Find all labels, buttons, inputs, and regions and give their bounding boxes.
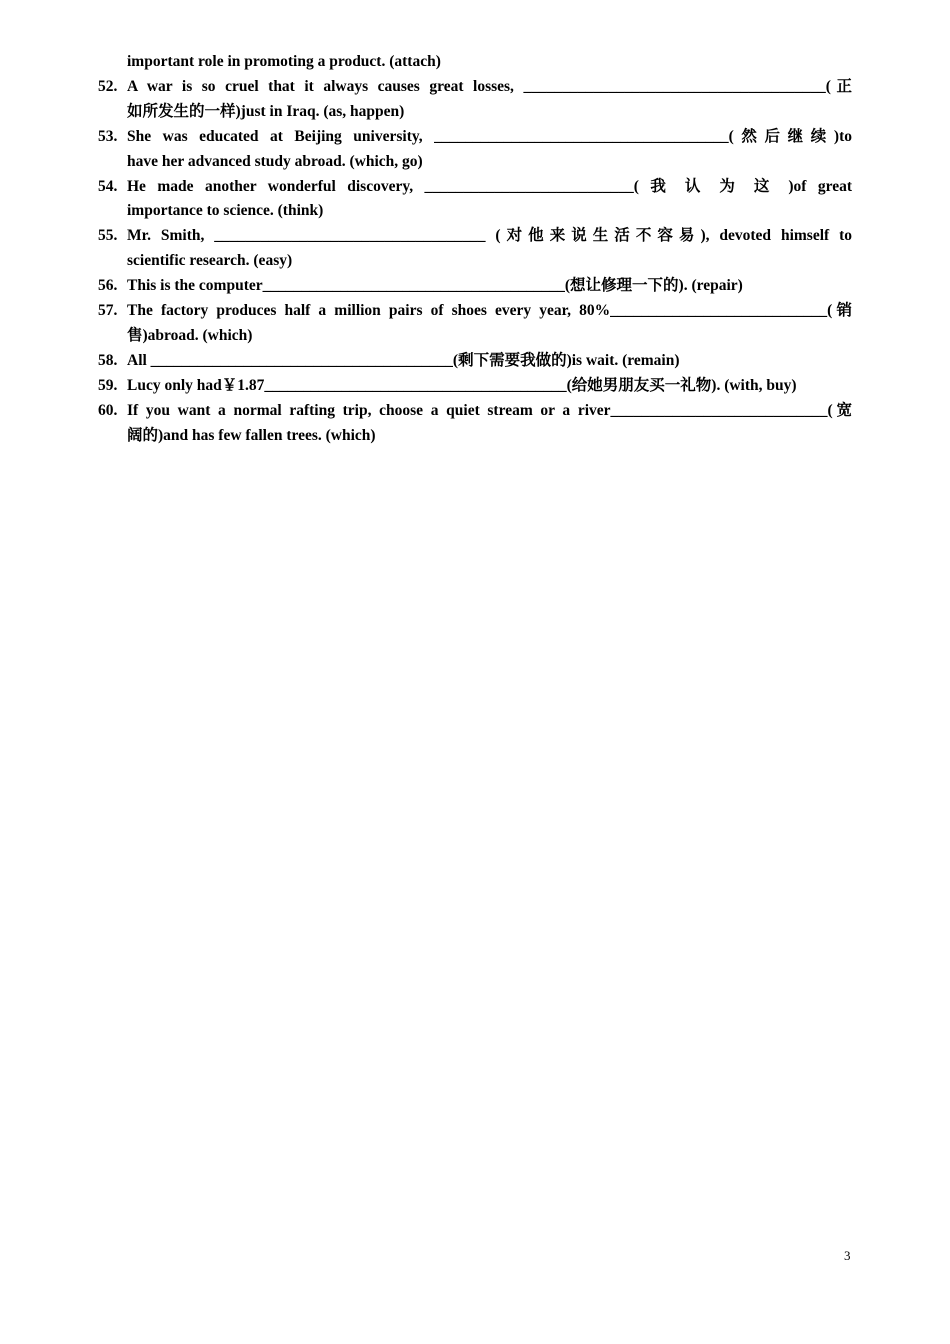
item-line-1 xyxy=(98,299,852,324)
item-line-2: 售)abroad. (which) xyxy=(127,326,253,344)
item-number: 52. xyxy=(98,77,118,95)
list-item xyxy=(98,224,852,274)
item-number: 59. xyxy=(98,376,118,394)
item-text: The factory produces half a million pairs of shoes every year, 80%____________________________(销 xyxy=(127,302,852,320)
item-line-1 xyxy=(98,349,852,374)
item-line-2: 如所发生的一样)just in Iraq. (as, happen) xyxy=(127,102,405,120)
item-text: This is the computer_______________________________________(想让修理一下的). (repair) xyxy=(127,277,743,295)
list-item xyxy=(98,175,852,225)
page-number: 3 xyxy=(844,1248,851,1263)
item-text: She was educated at Beijing university, ______________________________________(然后继续)to xyxy=(127,127,852,145)
exercise-list xyxy=(98,50,852,449)
item-line-2: scientific research. (easy) xyxy=(127,252,293,270)
item-text: He made another wonderful discovery, ___________________________( 我 认 为 这 )of great xyxy=(127,177,852,195)
continuation-line: important role in promoting a product. (attach) xyxy=(127,53,441,70)
item-line-1 xyxy=(98,274,852,299)
list-item xyxy=(98,274,852,299)
item-line-1 xyxy=(98,75,852,100)
item-text: A war is so cruel that it always causes great losses, _______________________________________(正 xyxy=(127,77,852,95)
item-number: 53. xyxy=(98,127,118,145)
list-item xyxy=(98,125,852,175)
item-line-2: 阔的)and has few fallen trees. (which) xyxy=(127,426,376,444)
item-line-1 xyxy=(98,374,852,399)
item-text: Mr. Smith, ___________________________________ (对他来说生活不容易), devoted himself to xyxy=(127,227,852,245)
item-line-1 xyxy=(98,399,852,424)
item-line-1 xyxy=(98,175,852,200)
list-item xyxy=(98,374,852,399)
list-item xyxy=(98,349,852,374)
item-line-1 xyxy=(98,125,852,150)
item-line-2: have her advanced study abroad. (which, go) xyxy=(127,152,423,170)
list-item xyxy=(98,399,852,449)
item-number: 56. xyxy=(98,277,118,295)
item-number: 60. xyxy=(98,401,118,419)
item-number: 54. xyxy=(98,177,118,195)
item-line-2: importance to science. (think) xyxy=(127,202,324,220)
item-line-1 xyxy=(98,224,852,249)
item-number: 57. xyxy=(98,302,118,320)
list-item xyxy=(98,299,852,349)
item-number: 58. xyxy=(98,351,118,369)
item-text: All _______________________________________(剩下需要我做的)is wait. (remain) xyxy=(127,351,680,369)
list-item xyxy=(98,75,852,125)
item-text: Lucy only had￥1.87_______________________________________(给她男朋友买一礼物). (with, buy) xyxy=(127,376,797,394)
item-text: If you want a normal rafting trip, choose a quiet stream or a river____________________________(宽 xyxy=(127,401,852,419)
item-number: 55. xyxy=(98,227,118,245)
